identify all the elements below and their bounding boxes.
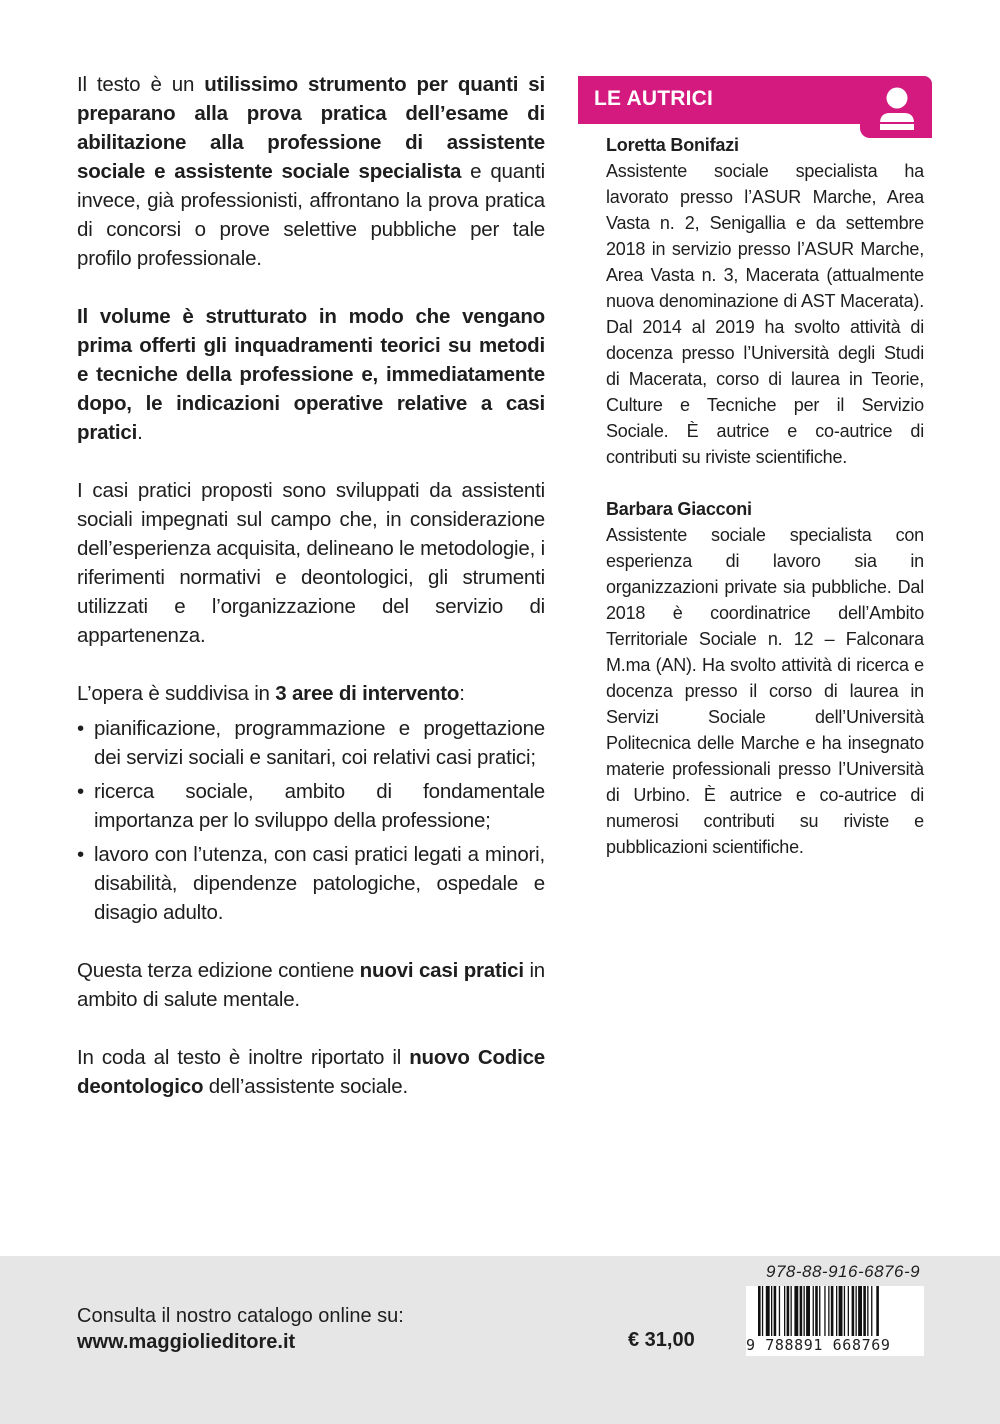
authors-list — [606, 132, 924, 886]
back-cover-description — [77, 70, 545, 1130]
authors-panel — [578, 76, 924, 857]
text: in ambito di salute mentale. — [77, 959, 546, 1011]
catalog-text: Consulta il nostro catalogo online su: — [77, 1305, 404, 1327]
website-link[interactable]: www.maggiolieditore.it — [77, 1331, 296, 1353]
bold-text: 3 aree di intervento — [275, 682, 460, 705]
bold-text: utilissimo strumento per quanti si preparano alla prova pratica dell’esame di abilitazione alla professione di assistente sociale e assistente sociale specialista — [77, 73, 545, 183]
author-name: Loretta Bonifazi — [606, 135, 739, 155]
list-item: • ricerca sociale, ambito di fondamentale importanza per lo sviluppo della professione; — [77, 777, 545, 835]
areas-list — [77, 714, 545, 927]
barcode-block — [746, 1262, 924, 1362]
list-item: • pianificazione, programmazione e progettazione dei servizi sociali e sanitari, coi relativi casi pratici; — [77, 714, 545, 772]
text: Questa terza edizione contiene — [77, 959, 360, 982]
text: L’opera è suddivisa in — [77, 682, 276, 705]
barcode-digits: 9 788891 668769 — [746, 1336, 924, 1354]
paragraph-intro — [77, 70, 545, 273]
text: . — [137, 421, 143, 444]
paragraph-areas — [77, 679, 545, 708]
header-underline — [578, 122, 932, 124]
bold-text: nuovo Codice deontologico — [77, 1046, 545, 1098]
footer — [0, 1256, 1000, 1424]
paragraph-cases: I casi pratici proposti sono sviluppati da assistenti sociali impegnati sul campo che, in considerazione dell’esperienza acquisita, delineano le metodologie, i riferimenti normativi e deontologici, gli strumenti utilizzati e l’organizzazione del servizio di appartenenza. — [77, 479, 545, 647]
author-name: Barbara Giacconi — [606, 499, 752, 519]
text: dell’assistente sociale. — [203, 1075, 408, 1098]
text: e quanti invece, già professionisti, affrontano la prova pratica di concorsi o prove selettive pubbliche per tale profilo professionale. — [77, 160, 545, 270]
catalog-info — [77, 1303, 404, 1355]
text: : — [459, 682, 465, 705]
paragraph-edition — [77, 956, 545, 1014]
price: € 31,00 — [628, 1329, 695, 1351]
bold-text: nuovi casi pratici — [359, 959, 524, 982]
isbn-label: 978-88-916-6876-9 — [766, 1262, 921, 1281]
author-bio: Assistente sociale specialista con esperienza di lavoro sia in organizzazioni private sia pubbliche. Dal 2018 è coordinatrice dell’Ambito Territoriale Sociale n. 12 – Falconara M.ma (AN). Ha svolto attività di ricerca e docenza presso il corso di laurea in Servizi Sociale dell’Università Politecnica delle Marche e ha insegnato materie professionali presso l’Università di Urbino. È autrice e co-autrice di numerosi contributi su riviste e pubblicazioni scientifiche. — [606, 525, 924, 857]
text: Il testo è un — [77, 73, 205, 96]
bold-text: Il volume è strutturato in modo che vengano prima offerti gli inquadramenti teorici su metodi e tecniche della professione e, immediatamente dopo, le indicazioni operative relative a casi pratici — [77, 305, 545, 444]
list-item: • lavoro con l’utenza, con casi pratici legati a minori, disabilità, dipendenze patologiche, ospedale e disagio adulto. — [77, 840, 545, 927]
author-bio: Assistente sociale specialista ha lavorato presso l’ASUR Marche, Area Vasta n. 2, Senigallia e da settembre 2018 in servizio presso l’ASUR Marche, Area Vasta n. 3, Macerata (attualmente nuova denominazione di AST Macerata). Dal 2014 al 2019 ha svolto attività di docenza presso l’Università degli Studi di Macerata, corso di laurea in Teorie, Culture e Tecniche per il Servizio Sociale. È autrice e co-autrice di contributi su riviste scientifiche. — [606, 161, 924, 467]
text: In coda al testo è inoltre riportato il — [77, 1046, 410, 1069]
person-icon — [860, 76, 932, 138]
paragraph-code — [77, 1043, 545, 1101]
paragraph-structure — [77, 302, 545, 447]
authors-title: LE AUTRICI — [594, 87, 714, 110]
